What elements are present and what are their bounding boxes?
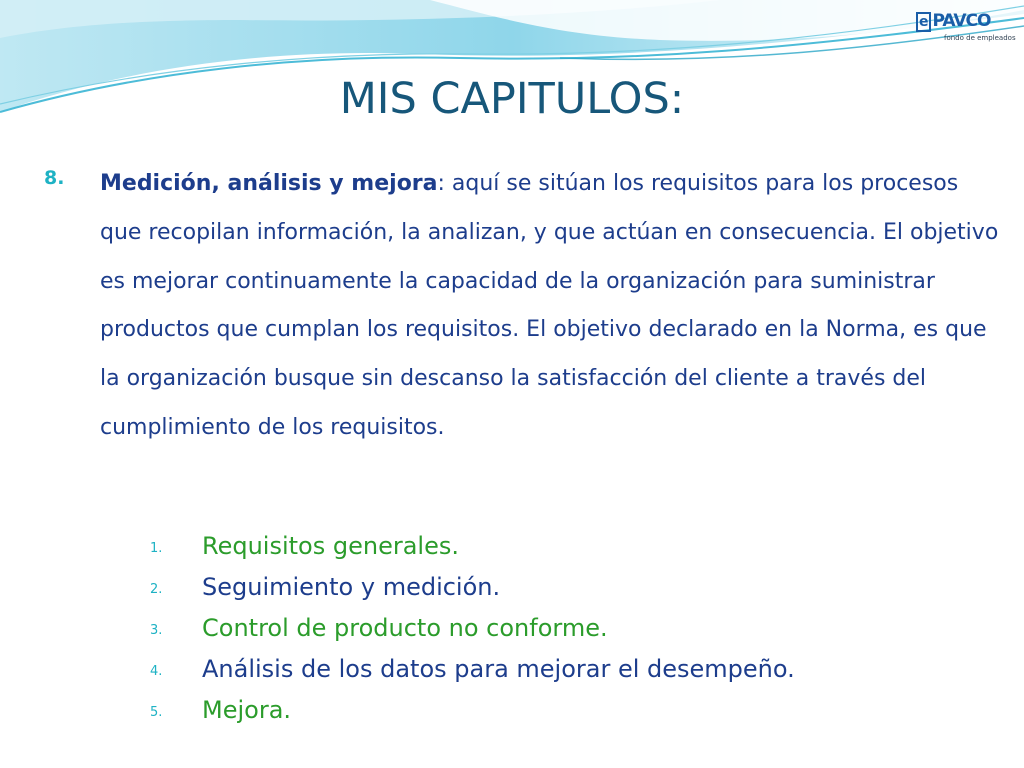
- logo-e-letter: e: [916, 12, 931, 32]
- sub-list-text: Análisis de los datos para mejorar el desempeño.: [202, 655, 795, 683]
- sub-list-number: 3.: [150, 623, 163, 638]
- logo-subtitle: fondo de empleados: [944, 34, 1016, 42]
- pavco-logo: [912, 4, 1022, 48]
- sub-list-text: Control de producto no conforme.: [202, 614, 608, 642]
- sub-list-text: Mejora.: [202, 696, 292, 724]
- sub-list-text: Seguimiento y medición.: [202, 573, 501, 601]
- item-description: : aquí se sitúan los requisitos para los procesos que recopilan información, la analizan, y que actúan en consecuencia. El objetivo es mejorar continuamente la capacidad de la organización para suministrar productos que cumplan los requisitos. El objetivo declarado en la Norma, es que la organización busque sin descanso la satisfacción del cliente a través del cumplimiento de los requisitos.: [100, 171, 999, 440]
- item-term: Medición, análisis y mejora: [100, 171, 438, 196]
- list-number: 8.: [44, 167, 65, 189]
- slide-title: MIS CAPITULOS:: [339, 74, 685, 124]
- sub-list-number: 2.: [150, 582, 163, 597]
- sub-list-number: 5.: [150, 705, 163, 720]
- item-paragraph: [100, 160, 1000, 453]
- logo-wordmark: [916, 10, 991, 32]
- sub-list-number: 4.: [150, 664, 163, 679]
- sub-list-text: Requisitos generales.: [202, 532, 459, 560]
- logo-brand-name: PAVCO: [932, 11, 991, 31]
- sub-list-number: 1.: [150, 541, 163, 556]
